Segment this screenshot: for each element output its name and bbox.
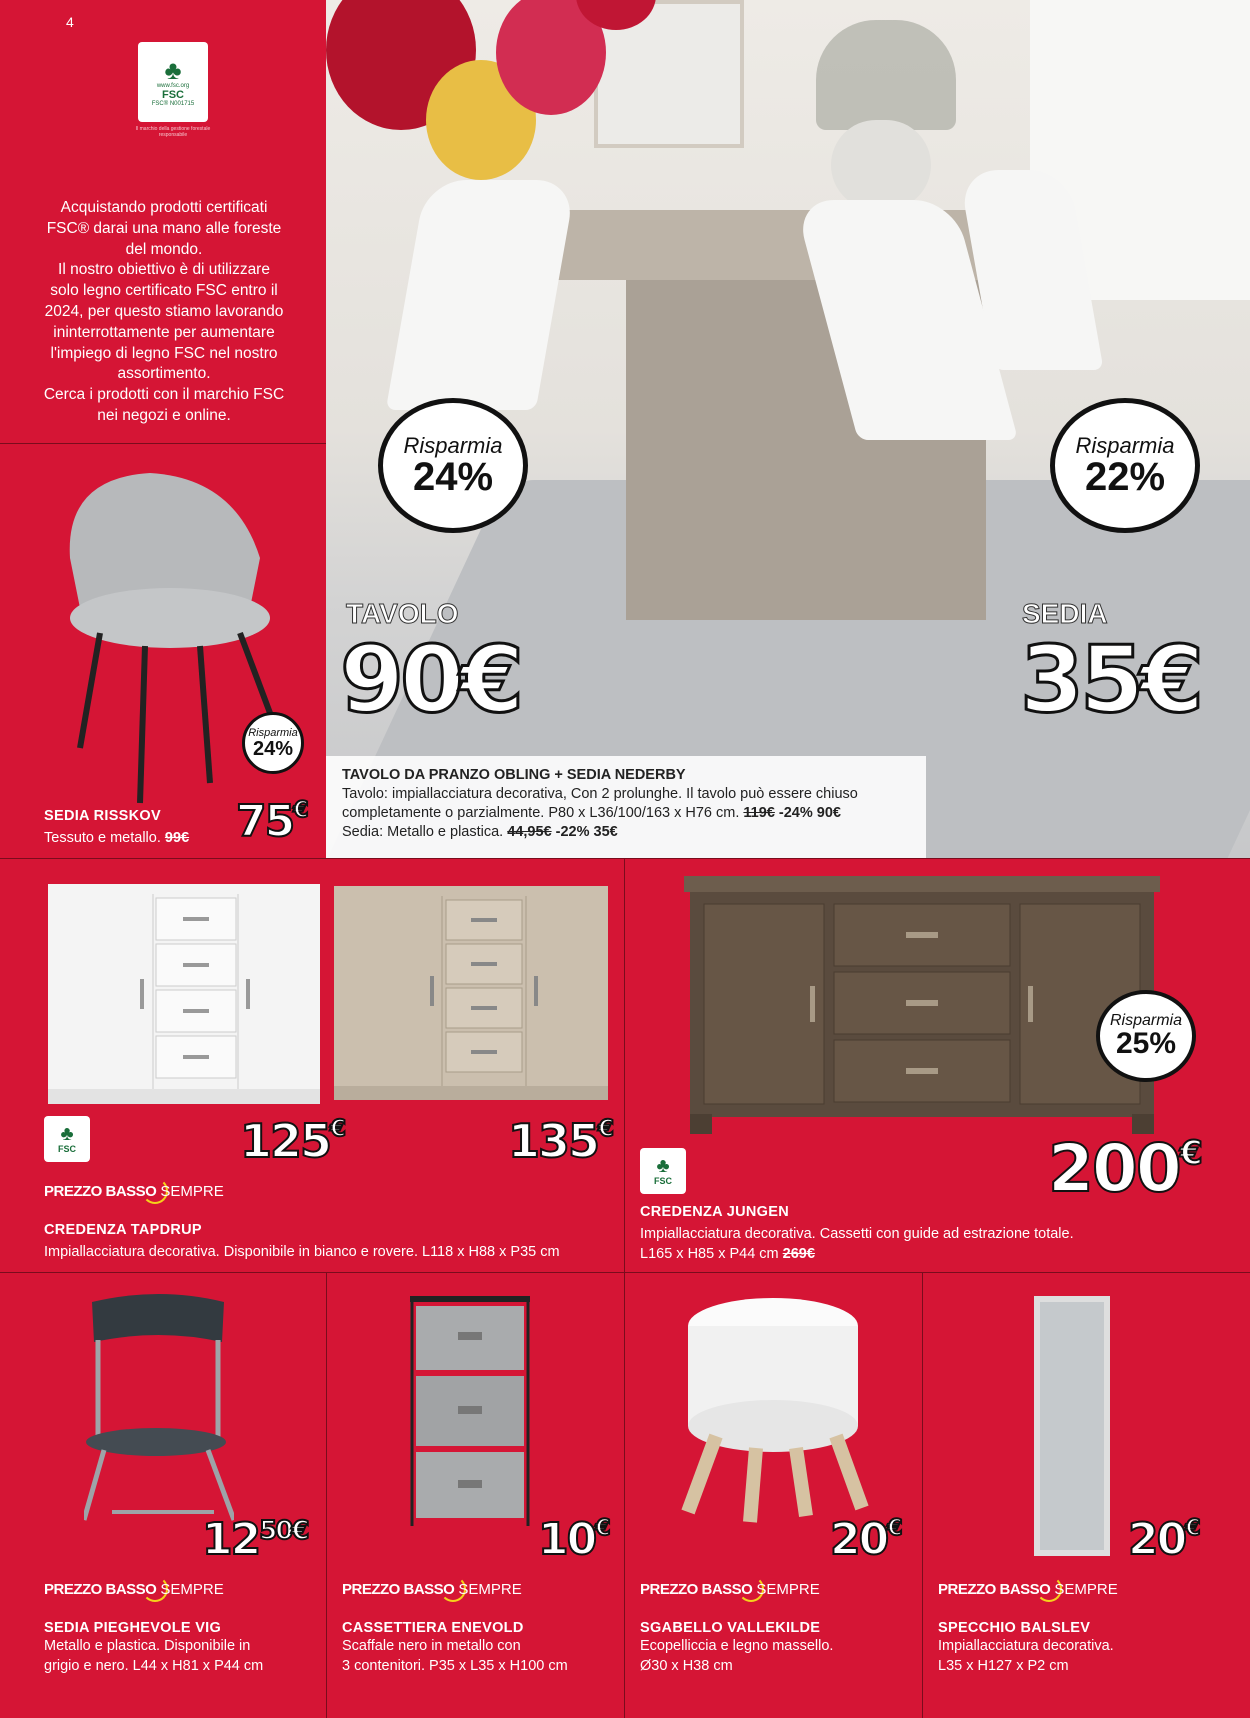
product-desc: Ecopelliccia e legno massello. [640, 1638, 834, 1654]
save-percent: 22% [1084, 454, 1166, 499]
intro-line: Cerca i prodotti con il marchio FSC [43, 386, 285, 404]
balslev-mirror-image [1034, 1296, 1110, 1556]
divider [922, 1272, 923, 1718]
new-price: -22% 35€ [555, 824, 618, 840]
hero-chair-price: 35€ [1020, 626, 1201, 733]
hero-desc-title: TAVOLO DA PRANZO OBLING + SEDIA NEDERBY [342, 767, 686, 783]
fsc-tree-icon: ♣ [60, 1123, 74, 1145]
product-desc: Ø30 x H38 cm [640, 1658, 733, 1674]
tapdrup-oak-price: 135€ [508, 1114, 613, 1168]
save-label: Risparmia [403, 432, 503, 458]
product-vallekilde [640, 1620, 833, 1676]
save-percent: 24% [252, 737, 294, 760]
enevold-drawers-image [408, 1296, 532, 1526]
product-title: SGABELLO VALLEKILDE [640, 1620, 821, 1636]
risskov-price: 75€ [236, 796, 307, 847]
jungen-price: 200€ [1048, 1130, 1201, 1207]
product-title: SEDIA PIEGHEVOLE VIG [44, 1620, 222, 1636]
hero-table-label: TAVOLO [346, 598, 459, 629]
tapdrup-title: CREDENZA TAPDRUP [44, 1222, 202, 1238]
new-price: -24% 90€ [778, 805, 841, 821]
vallekilde-stool-image [676, 1296, 870, 1524]
intro-line: ininterrottamente per aumentare [53, 323, 275, 341]
enevold-price: 10€ [538, 1514, 609, 1565]
vallekilde-price: 20€ [830, 1514, 901, 1565]
intro-line: l'impiego di legno FSC nel nostro [50, 344, 278, 362]
save-label: Risparmia [1109, 1012, 1182, 1029]
intro-line: Acquistando prodotti certificati [60, 199, 268, 216]
intro-line: nei negozi e online. [97, 406, 231, 424]
fsc-intro-text [30, 198, 298, 427]
tapdrup-oak-image [334, 886, 608, 1100]
product-enevold [342, 1620, 568, 1676]
divider [624, 858, 625, 1272]
product-desc: Impiallacciatura decorativa. [938, 1638, 1114, 1654]
vase [831, 120, 931, 210]
fsc-logo-license: FSC® N001715 [151, 101, 195, 107]
product-desc: Metallo e plastica. Disponibile in [44, 1638, 251, 1654]
prezzo-basso-sempre-badge: PREZZO BASSO SEMPRE [938, 1576, 1118, 1602]
prezzo-basso-sempre-badge: PREZZO BASSO SEMPRE [342, 1576, 522, 1602]
old-price: 44,95€ [507, 824, 552, 840]
intro-line: 2024, per questo stiamo lavorando [44, 302, 284, 320]
fsc-logo-url: www.fsc.org [156, 83, 190, 89]
old-price: 119€ [743, 805, 775, 821]
tapdrup-desc: Impiallacciatura decorativa. Disponibile in bianco e rovere. L118 x H88 x P35 cm [44, 1244, 560, 1260]
save-bubble-risskov [242, 712, 304, 774]
save-label: Risparmia [248, 726, 298, 739]
hero-chair-label: SEDIA [1022, 598, 1108, 629]
hero-desc-line: Sedia: Metallo e plastica. 44,95€ -22% 35€ [342, 824, 618, 840]
prezzo-basso-sempre-badge: PREZZO BASSO SEMPRE [640, 1576, 820, 1602]
vig-chair-image [84, 1292, 234, 1522]
intro-line: solo legno certificato FSC entro il [50, 282, 278, 300]
prezzo-basso-sempre-badge: PREZZO BASSO SEMPRE [44, 1178, 224, 1204]
hero-desc-line: Tavolo: impiallacciatura decorativa, Con 2 prolunghe. Il tavolo può essere chiuso [342, 786, 858, 802]
fsc-badge: ♣ FSC [44, 1116, 90, 1162]
product-desc: 3 contenitori. P35 x L35 x H100 cm [342, 1658, 568, 1674]
prezzo-basso-sempre-badge: PREZZO BASSO SEMPRE [44, 1576, 224, 1602]
fsc-tree-icon: ♣ [164, 55, 182, 85]
plant [816, 20, 956, 130]
fsc-logo-caption: Il marchio della gestione forestale responsabile [135, 126, 211, 138]
save-bubble-chair [1050, 398, 1200, 533]
save-bubble-jungen [1096, 990, 1196, 1082]
intro-line: del mondo. [125, 240, 203, 258]
divider [0, 1272, 1250, 1273]
divider [624, 1272, 625, 1718]
product-balslev [938, 1620, 1114, 1676]
balslev-price: 20€ [1128, 1514, 1199, 1565]
product-vig [44, 1620, 263, 1676]
jungen-desc-line2: L165 x H85 x P44 cm 269€ [640, 1246, 815, 1262]
fsc-tree-icon: ♣ [656, 1155, 670, 1177]
jungen-desc-line1: Impiallacciatura decorativa. Cassetti con guide ad estrazione totale. [640, 1226, 1074, 1242]
divider [326, 1272, 327, 1718]
product-desc: L35 x H127 x P2 cm [938, 1658, 1069, 1674]
risskov-title: SEDIA RISSKOV [44, 808, 161, 824]
page-number: 4 [66, 14, 74, 30]
hero-table-price: 90€ [340, 626, 521, 733]
save-bubble-table [378, 398, 528, 533]
jungen-title: CREDENZA JUNGEN [640, 1204, 789, 1220]
tapdrup-white-price: 125€ [240, 1114, 345, 1168]
old-price: 269€ [782, 1246, 815, 1262]
product-title: SPECCHIO BALSLEV [938, 1620, 1091, 1636]
risskov-desc: Tessuto e metallo. 99€ [44, 830, 190, 846]
fsc-logo-text: FSC [162, 89, 184, 101]
hero-desc-line: completamente o parzialmente. P80 x L36/100/163 x H76 cm. 119€ -24% 90€ [342, 805, 841, 821]
intro-line: FSC® darai una mano alle foreste [46, 219, 282, 237]
divider [0, 858, 1250, 859]
product-desc: grigio e nero. L44 x H81 x P44 cm [44, 1658, 264, 1674]
divider [0, 443, 326, 444]
jungen-image [684, 876, 1160, 1134]
product-title: CASSETTIERA ENEVOLD [342, 1620, 524, 1636]
product-desc: Scaffale nero in metallo con [342, 1638, 521, 1654]
intro-line: Il nostro obiettivo è di utilizzare [58, 261, 270, 279]
save-percent: 24% [412, 454, 494, 499]
save-label: Risparmia [1075, 432, 1175, 458]
chair-shell-left [386, 180, 577, 410]
save-percent: 25% [1115, 1027, 1177, 1060]
tapdrup-white-image [48, 884, 320, 1104]
hero-description [326, 756, 926, 858]
intro-line: assortimento. [117, 365, 211, 383]
vig-price: $12^{50€}$ [202, 1514, 308, 1565]
old-price: 99€ [164, 830, 190, 846]
fsc-badge: ♣ FSC [640, 1148, 686, 1194]
fsc-logo [138, 42, 208, 122]
